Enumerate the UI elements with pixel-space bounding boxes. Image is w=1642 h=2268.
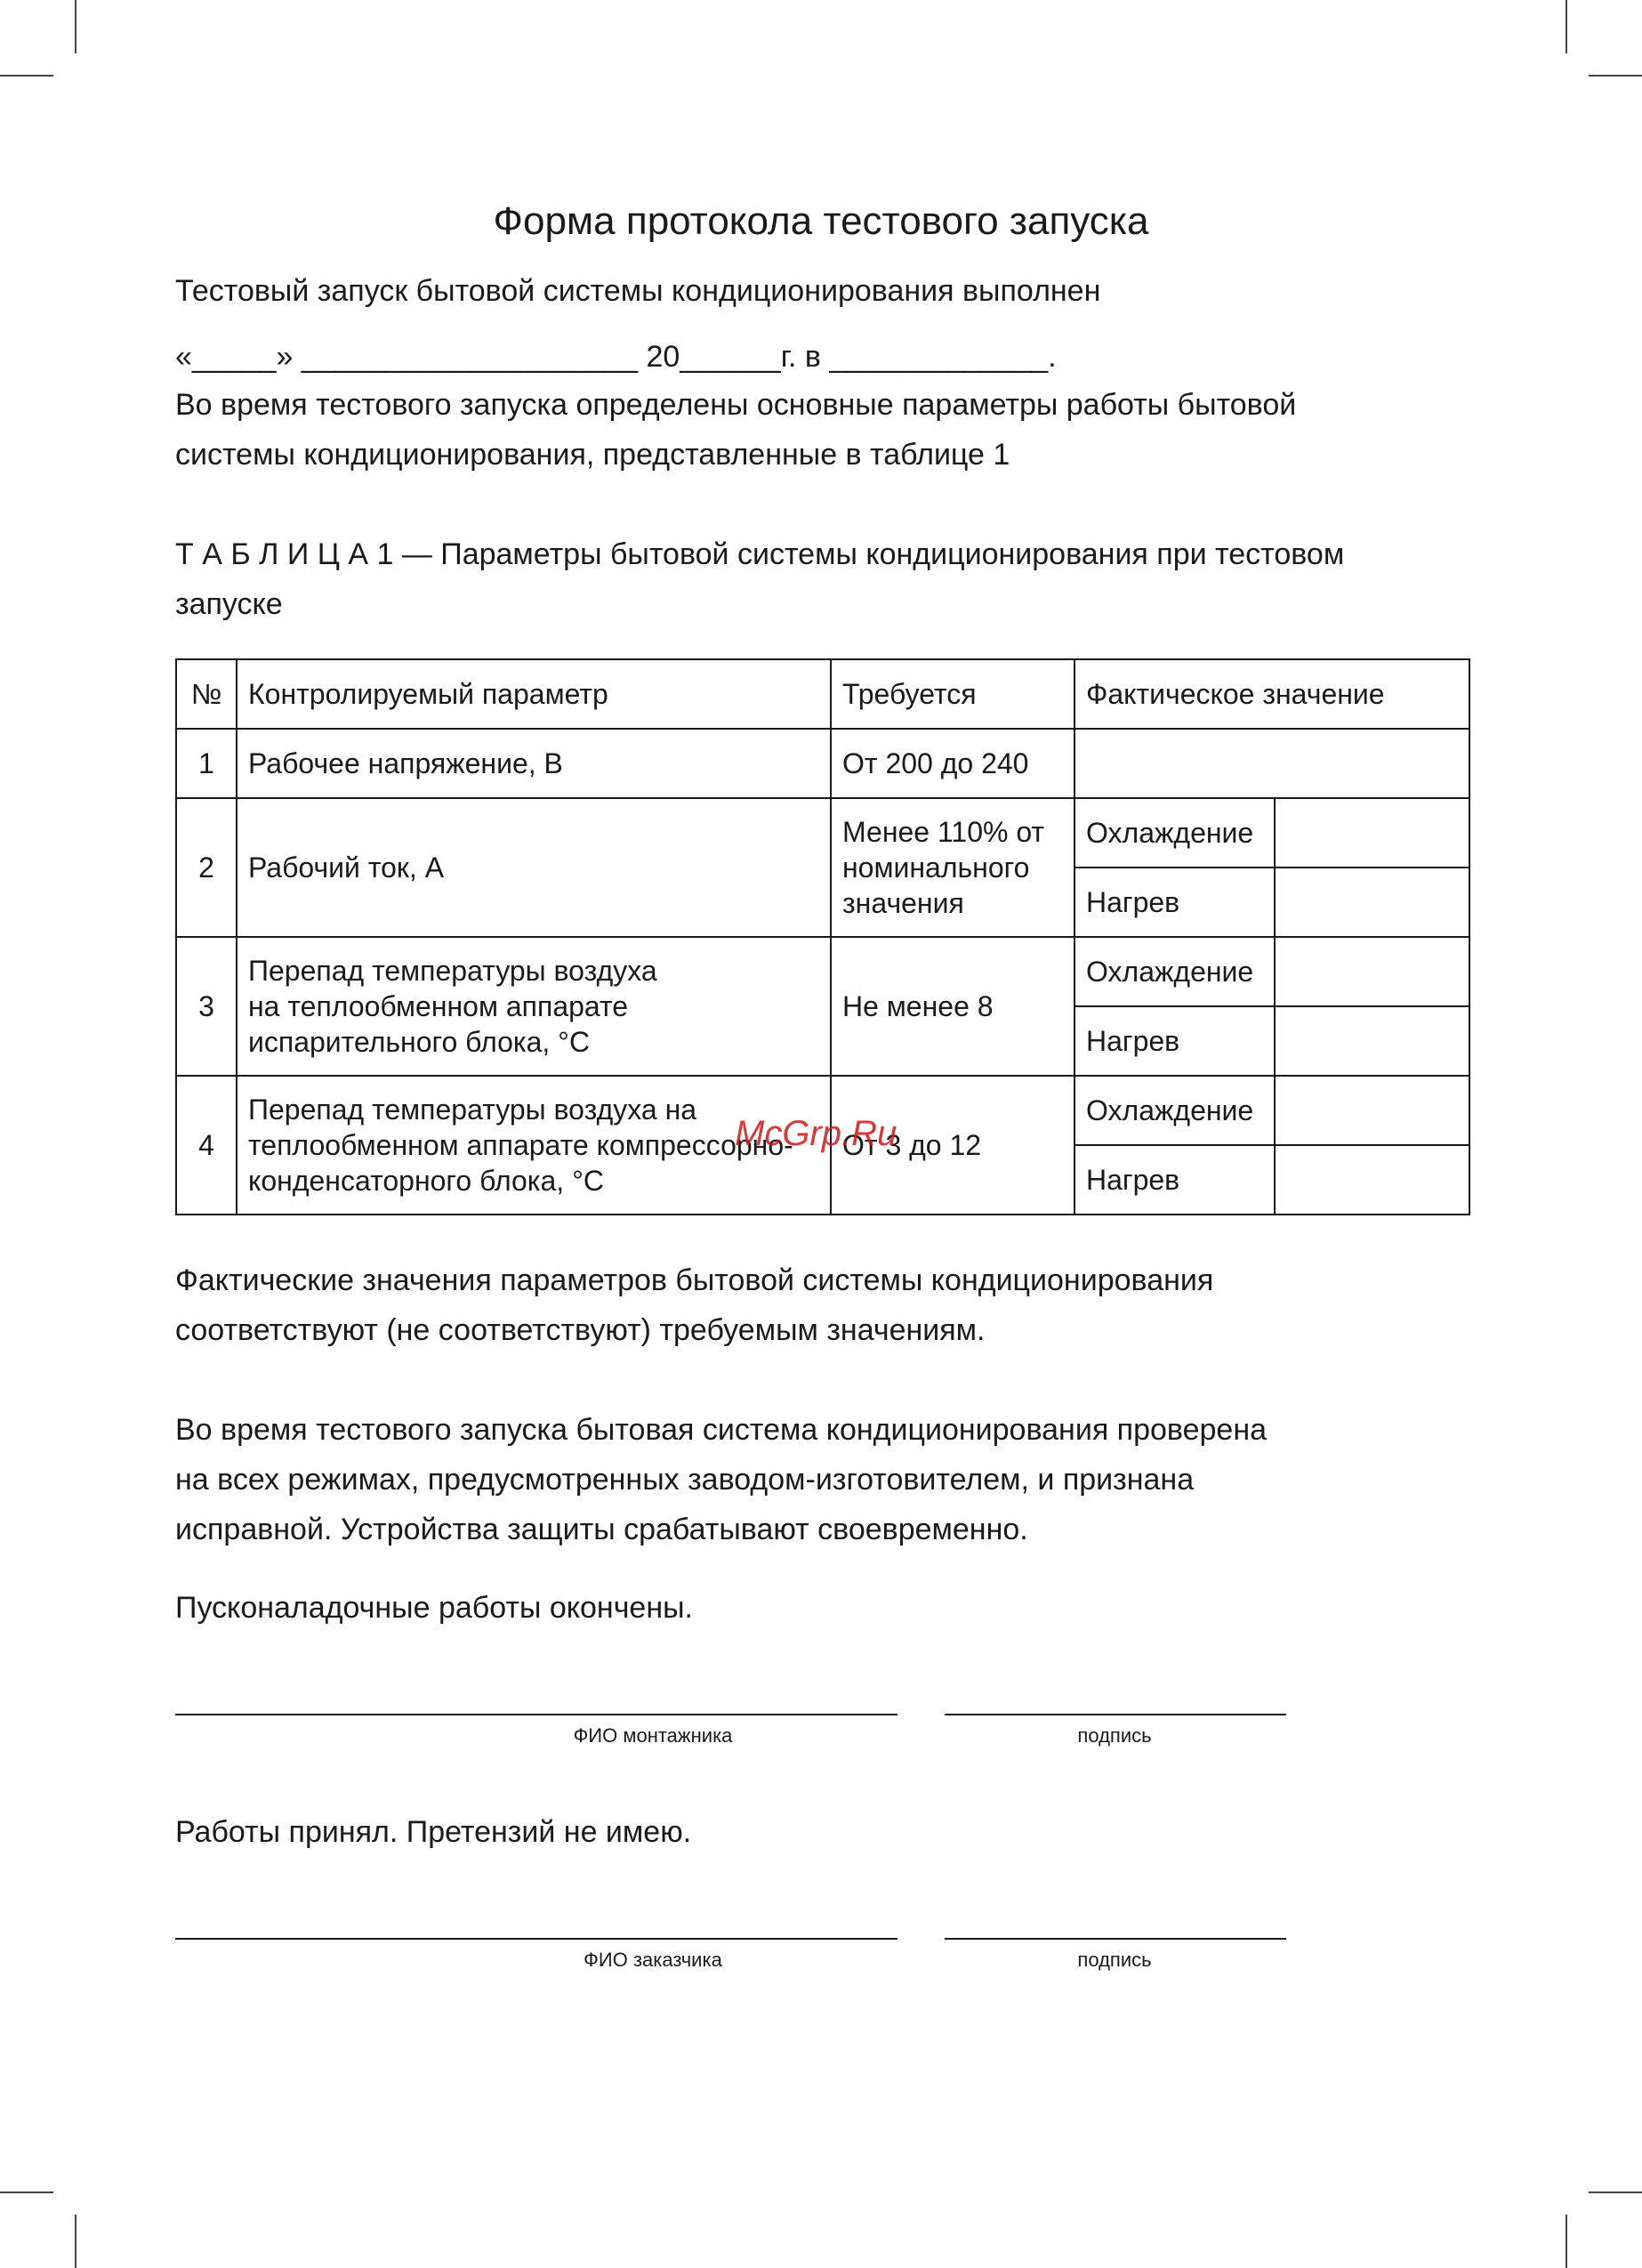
row-required: [831, 798, 1075, 937]
crop-mark: [75, 0, 76, 53]
required-line: значения: [842, 887, 964, 919]
row-param: Рабочее напряжение, В: [237, 729, 831, 798]
intro-line-1: Тестовый запуск бытовой системы кондиционирования выполнен: [175, 274, 1101, 308]
actual-value-cell[interactable]: [1075, 729, 1469, 798]
header-num: №: [176, 659, 237, 729]
header-required: Требуется: [831, 659, 1075, 729]
conclusion-p1-line-1: Фактические значения параметров бытовой системы кондиционирования: [175, 1263, 1214, 1297]
customer-signature-caption: подпись: [1077, 1949, 1152, 1971]
row-required: От 3 до 12: [831, 1076, 1075, 1215]
mode-label: Нагрев: [1075, 1145, 1275, 1215]
mode-label: Охлаждение: [1075, 937, 1275, 1006]
crop-mark: [0, 2191, 53, 2193]
commissioning-complete: Пусконаладочные работы окончены.: [175, 1591, 693, 1625]
table-row: [176, 937, 1469, 1006]
intro-line-3: Во время тестового запуска определены основные параметры работы бытовой: [175, 388, 1297, 422]
intro-line-4: системы кондиционирования, представленные в таблице 1: [175, 438, 1010, 472]
table-header-row: [176, 659, 1469, 729]
actual-value-cell[interactable]: [1275, 1076, 1469, 1145]
mode-label: Нагрев: [1075, 1006, 1275, 1076]
row-required: Не менее 8: [831, 937, 1075, 1076]
actual-value-cell[interactable]: [1275, 937, 1469, 1006]
crop-mark: [1589, 75, 1642, 77]
required-line: Менее 110% от: [842, 816, 1045, 848]
conclusion-p2-line-3: исправной. Устройства защиты срабатывают своевременно.: [175, 1513, 1028, 1546]
mode-label: Охлаждение: [1075, 1076, 1275, 1145]
crop-mark: [1566, 2215, 1567, 2268]
accepted-text: Работы принял. Претензий не имею.: [175, 1815, 692, 1849]
row-param: Рабочий ток, А: [237, 798, 831, 937]
header-param: Контролируемый параметр: [237, 659, 831, 729]
table-caption-line-1: Т А Б Л И Ц А 1 — Параметры бытовой системы кондиционирования при тестовом: [175, 537, 1345, 571]
mode-label: Нагрев: [1075, 868, 1275, 937]
table-row: [176, 729, 1469, 798]
param-line: Перепад температуры воздуха на: [248, 1094, 697, 1126]
table-row: [176, 798, 1469, 868]
table-caption-line-2: запуске: [175, 587, 283, 621]
customer-name-line[interactable]: [175, 1938, 897, 1940]
page-title: Форма протокола тестового запуска: [493, 199, 1149, 243]
actual-value-cell[interactable]: [1275, 798, 1469, 868]
actual-value-cell[interactable]: [1275, 1006, 1469, 1076]
installer-signature-line[interactable]: [945, 1714, 1286, 1715]
conclusion-p1-line-2: соответствуют (не соответствуют) требуемым значениям.: [175, 1313, 986, 1347]
row-num: 3: [176, 937, 237, 1076]
param-line: испарительного блока, °C: [248, 1026, 591, 1058]
required-line: номинального: [842, 852, 1030, 884]
customer-name-caption: ФИО заказчика: [584, 1949, 722, 1971]
conclusion-p2-line-1: Во время тестового запуска бытовая система кондиционирования проверена: [175, 1413, 1268, 1447]
param-line: Перепад температуры воздуха: [248, 955, 657, 987]
customer-signature-line[interactable]: [945, 1938, 1286, 1940]
conclusion-p2-line-2: на всех режимах, предусмотренных заводом-изготовителем, и признана: [175, 1463, 1195, 1497]
param-line: конденсаторного блока, °C: [248, 1165, 604, 1197]
crop-mark: [1589, 2191, 1642, 2193]
header-actual: Фактическое значение: [1075, 659, 1469, 729]
mode-label: Охлаждение: [1075, 798, 1275, 868]
watermark: McGrp.Ru: [735, 1114, 897, 1153]
crop-mark: [1566, 0, 1567, 53]
installer-signature-caption: подпись: [1077, 1724, 1152, 1747]
crop-mark: [0, 75, 53, 77]
installer-name-caption: ФИО монтажника: [573, 1724, 733, 1747]
actual-value-cell[interactable]: [1275, 868, 1469, 937]
intro-date-line: «_____» ____________________ 20______г. в _____________.: [175, 340, 1057, 374]
row-required: От 200 до 240: [831, 729, 1075, 798]
param-line: на теплообменном аппарате: [248, 990, 629, 1022]
row-num: 2: [176, 798, 237, 937]
row-num: 4: [176, 1076, 237, 1215]
installer-name-line[interactable]: [175, 1714, 897, 1715]
row-param: [237, 937, 831, 1076]
actual-value-cell[interactable]: [1275, 1145, 1469, 1215]
crop-mark: [75, 2215, 76, 2268]
row-num: 1: [176, 729, 237, 798]
param-line: теплообменном аппарате компрессорно-: [248, 1129, 793, 1161]
